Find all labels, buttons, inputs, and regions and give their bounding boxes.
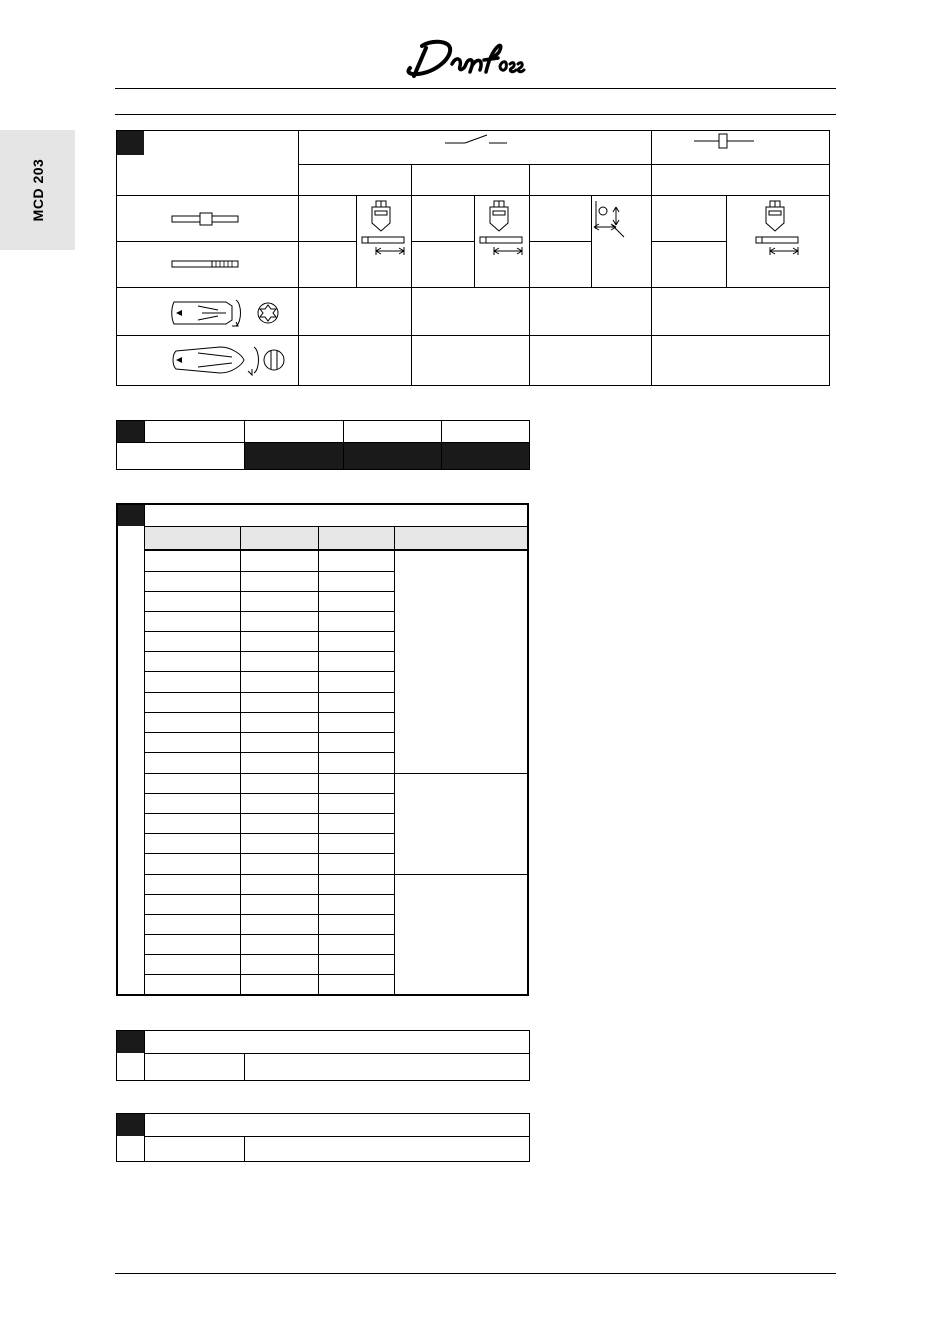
- section-marker: [117, 421, 144, 442]
- current-value-cell: [344, 443, 441, 469]
- header-rule-top: [115, 88, 836, 89]
- terminal-clamp-icon: [480, 199, 526, 257]
- relay-contact-icon: [445, 134, 507, 146]
- strip-length-icon: [592, 199, 632, 241]
- product-tab-label: MCD 203: [30, 158, 46, 222]
- danfoss-logo: [400, 36, 530, 84]
- terminal-clamp-icon: [362, 199, 408, 257]
- terminal-clamp-icon: [756, 199, 802, 257]
- info-table-2: [116, 1113, 530, 1162]
- section-marker: [118, 505, 144, 526]
- torx-screwdriver-icon: [170, 296, 282, 330]
- fuse-table: [116, 503, 529, 996]
- header-rule-bottom: [115, 114, 836, 115]
- section-marker: [117, 1031, 144, 1053]
- current-value-cell: [442, 443, 529, 469]
- fuse-table-header: [145, 527, 528, 549]
- footer-rule: [115, 1273, 836, 1274]
- info-table-1: [116, 1030, 530, 1081]
- stripped-wire-icon: [172, 258, 240, 270]
- flat-screwdriver-icon: [170, 343, 288, 377]
- section-marker: [117, 1114, 144, 1136]
- current-value-cell: [245, 443, 343, 469]
- ferrule-icon: [172, 212, 240, 226]
- section-marker: [117, 131, 144, 155]
- relay-coil-icon: [694, 133, 754, 149]
